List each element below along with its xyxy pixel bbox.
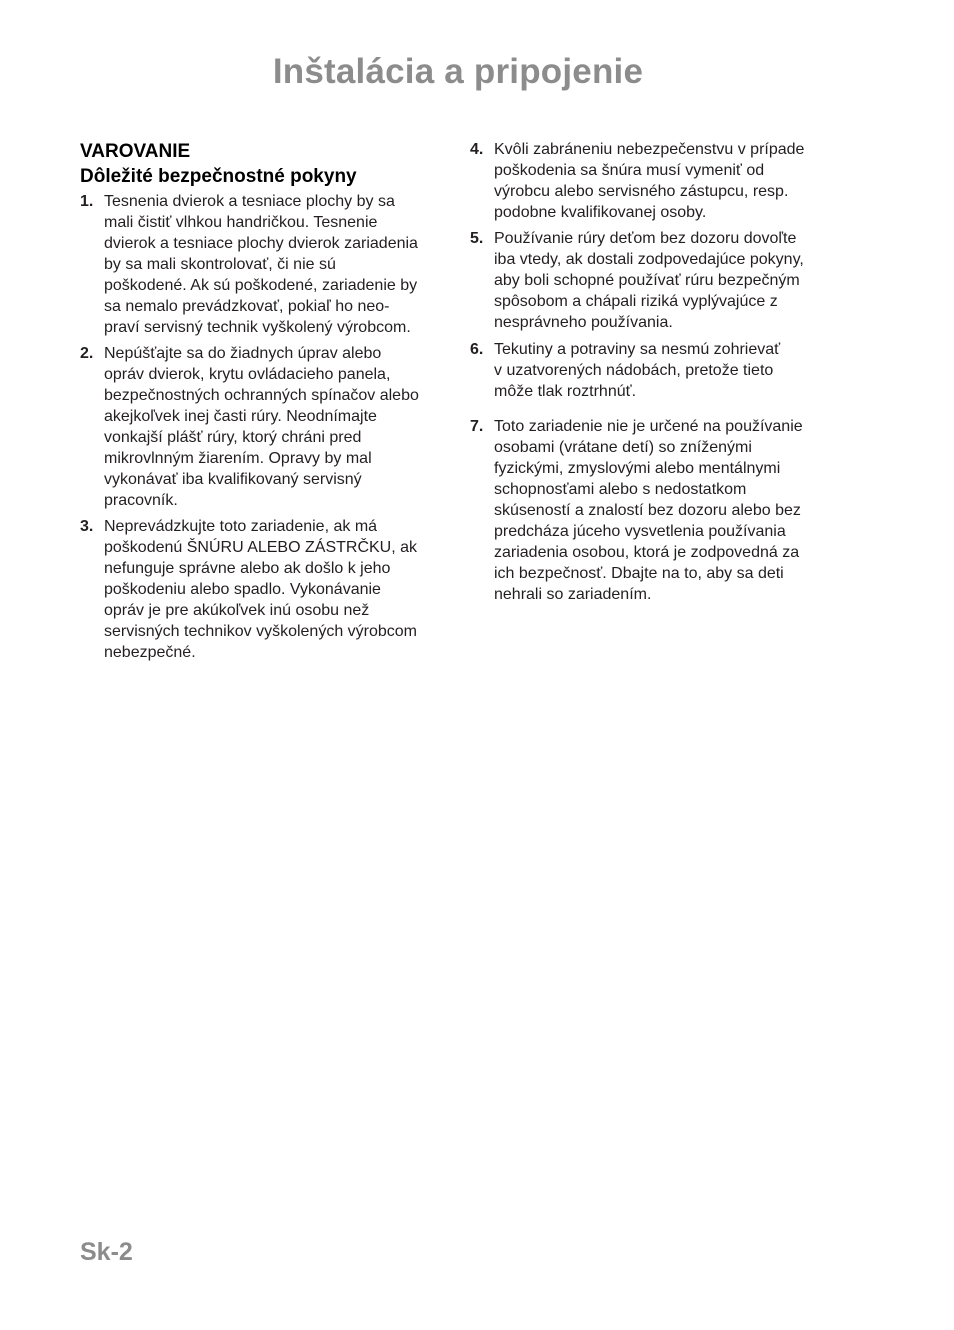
list-item (470, 339, 842, 402)
item-number: 5. (470, 230, 484, 247)
item-number: 4. (470, 141, 484, 158)
item-text: Používanie rúry deťom bez dozoru dovoľte iba vtedy, ak dostali zodpovedajúce pokyny, aby boli schopné používať rúru bezpečným spôsobom a chápali riziká vyplývajúce z nesprávneho používania. (494, 230, 804, 331)
item-number: 2. (80, 345, 94, 362)
list-item (470, 228, 842, 333)
list-item (80, 516, 452, 663)
list-item (470, 139, 842, 223)
item-text: Neprevádzkujte toto zariadenie, ak má poškodenú ŠNÚRU ALEBO ZÁSTRČKU, ak nefunguje správne alebo ak došlo k jeho poškodeniu alebo spadlo. Vykonávanie opráv je pre akúkoľvek inú osobu než servisných technikov vyškolených výrobcom nebezpečné. (104, 518, 418, 661)
item-text: Nepúšťajte sa do žiadnych úprav alebo opráv dvierok, krytu ovládacieho panela, bezpečnostných ochranných spínačov alebo akejkoľvek inej časti rúry. Neodnímajte vonkajší plášť rúry, ktorý chráni pred mikrovlnným žiarením. Opravy by mal vykonávať iba kvalifikovaný servisný pracovník. (104, 345, 419, 509)
item-number: 1. (80, 193, 94, 210)
warning-heading (80, 139, 357, 189)
list-item (80, 343, 452, 511)
warning-label: VAROVANIE (80, 141, 191, 162)
item-text: Tesnenia dvierok a tesniace plochy by sa mali čistiť vlhkou handričkou. Tesnenie dvierok a tesniace plochy dvierok zariadenia by sa mali skontrolovať, či nie sú poškodené. Ak sú poškodené, zariadenie by sa nemalo prevádzkovať, pokiaľ ho neo- praví servisný technik vyškolený výrobcom. (104, 193, 418, 336)
item-number: 6. (470, 341, 484, 358)
item-text: Kvôli zabráneniu nebezpečenstvu v prípade poškodenia sa šnúra musí vymeniť od výrobcu alebo servisného zástupcu, resp. podobne kvalifikovanej osoby. (494, 141, 805, 221)
page-number: Sk-2 (80, 1238, 133, 1266)
item-number: 7. (470, 418, 484, 435)
item-number: 3. (80, 518, 94, 535)
list-item (80, 191, 452, 338)
item-text: Tekutiny a potraviny sa nesmú zohrievať v uzatvorených nádobách, pretože tieto môže tlak roztrhnúť. (494, 341, 781, 400)
list-item (470, 416, 842, 605)
warning-subtitle: Dôležité bezpečnostné pokyny (80, 166, 357, 187)
item-text: Toto zariadenie nie je určené na používanie osobami (vrátane detí) so zníženými fyzickými, zmyslovými alebo mentálnymi schopnosťami alebo s nedostatkom skúseností a znalostí bez dozoru alebo bez predcháza júceho vysvetlenia používania zariadenia osobou, ktorá je zodpovedná za ich bezpečnosť. Dbajte na to, aby sa deti nehrali so zariadením. (494, 418, 803, 603)
page-title: Inštalácia a pripojenie (272, 52, 644, 91)
